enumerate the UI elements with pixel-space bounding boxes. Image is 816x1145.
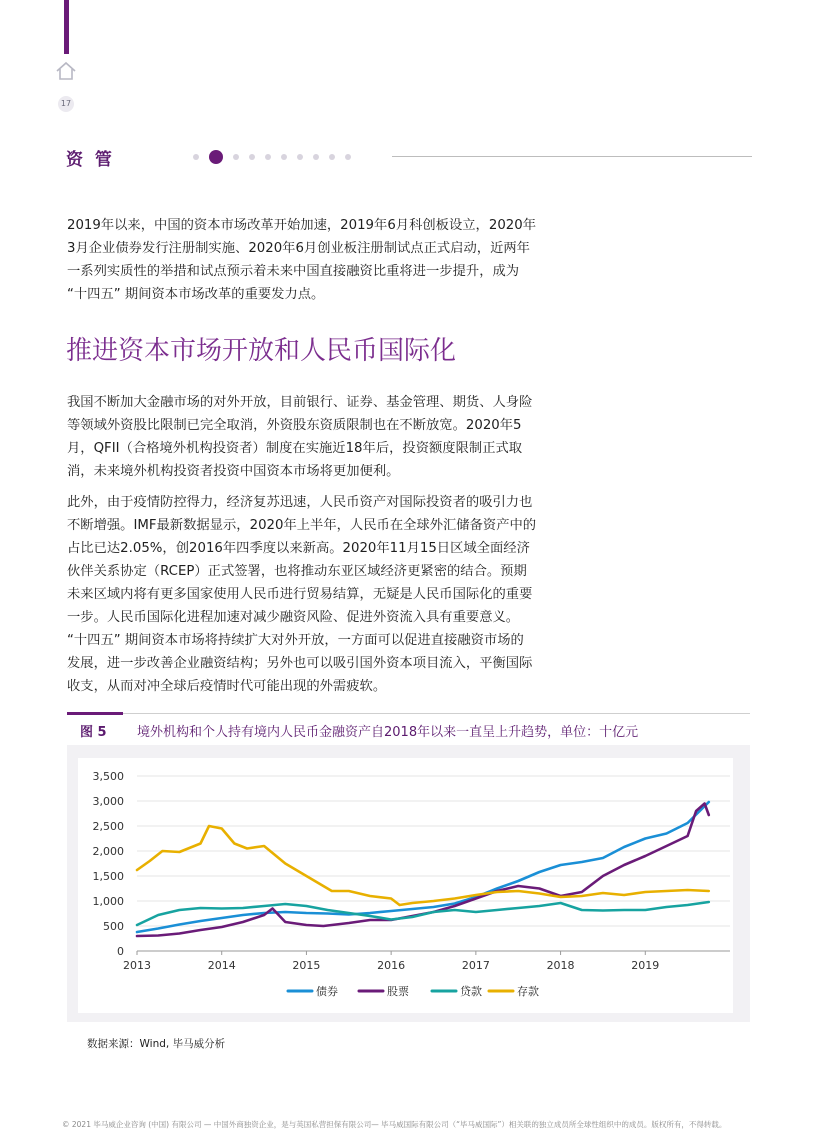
y-tick-label: 1,500	[92, 870, 124, 883]
y-tick-label: 3,000	[92, 795, 124, 808]
y-tick-label: 500	[103, 920, 124, 933]
paragraph-rmb-internationalization: 此外，由于疫情防控得力，经济复苏迅速，人民币资产对国际投资者的吸引力也不断增强。IMF最新数据显示，2020年上半年，人民币在全球外汇储备资产中的占比已达2.05%，创2016年四季度以来新高。2020年11月15日区域全面经济伙伴关系协定（RCEP）正式签署，也将推动东亚区域经济更紧密的结合。预期未来区域内将有更多国家使用人民币进行贸易结算，无疑是人民币国际化的重要一步。人民币国际化进程加速对减少融资风险、促进外资流入具有重要意义。 “十四五” 期间资本市场将持续扩大对外开放，一方面可以促进直接融资市场的发展，进一步改善企业融资结构；另外也可以吸引国外资本项目流入，平衡国际收支，从而对冲全球后疫情时代可能出现的外需疲软。	[67, 495, 537, 694]
y-tick-label: 3,500	[92, 770, 124, 783]
series-line-2	[137, 804, 709, 937]
x-tick-label: 2013	[123, 959, 151, 972]
figure-title: 境外机构和个人持有境内人民币金融资产自2018年以来一直呈上升趋势，单位：十亿元	[137, 725, 639, 740]
y-tick-label: 2,000	[92, 845, 124, 858]
x-tick-label: 2019	[631, 959, 660, 972]
x-tick-label: 2017	[461, 959, 490, 972]
legend-label: 存款	[517, 985, 539, 998]
y-tick-label: 2,500	[92, 820, 124, 833]
legend-label: 股票	[387, 985, 409, 998]
intro-paragraph: 2019年以来，中国的资本市场改革开始加速，2019年6月科创板设立，2020年3月企业债券发行注册制实施、2020年6月创业板注册制试点正式启动，近两年一系列实质性的举措和试点预示着未来中国直接融资比重将进一步提升，成为 “十四五” 期间资本市场改革的重要发力点。	[67, 218, 536, 302]
legend-label: 贷款	[460, 985, 482, 998]
x-tick-label: 2016	[377, 959, 406, 972]
footer-copyright: © 2021 毕马威企业咨询 (中国) 有限公司 — 中国外商独资企业，是与英国私营担保有限公司— 毕马威国际有限公司（“毕马威国际”）相关联的独立成员所全球性组织中的成员。版权所有，不得转载。	[62, 1120, 727, 1129]
x-tick-label: 2014	[207, 959, 236, 972]
figure-source: 数据来源：Wind, 毕马威分析	[87, 1038, 226, 1050]
paragraph-open-market: 我国不断加大金融市场的对外开放，目前银行、证券、基金管理、期货、人身险等领域外资股比限制已完全取消，外资股东资质限制也在不断放宽。2020年5月，QFII（合格境外机构投资者）制度在实施近18年后，投资额度限制正式取消，未来境外机构投资者投资中国资本市场将更加便利。	[67, 395, 533, 479]
page-number: 17	[58, 96, 74, 112]
y-tick-label: 1,000	[92, 895, 124, 908]
figure-label: 图 5	[80, 725, 107, 740]
x-tick-label: 2015	[292, 959, 321, 972]
y-tick-label: 0	[117, 945, 124, 958]
series-line-3	[137, 902, 709, 925]
section-heading: 推进资本市场开放和人民币国际化	[66, 336, 457, 366]
x-tick-label: 2018	[546, 959, 575, 972]
section-title: 资 管	[66, 150, 115, 170]
legend-label: 债券	[316, 985, 338, 998]
